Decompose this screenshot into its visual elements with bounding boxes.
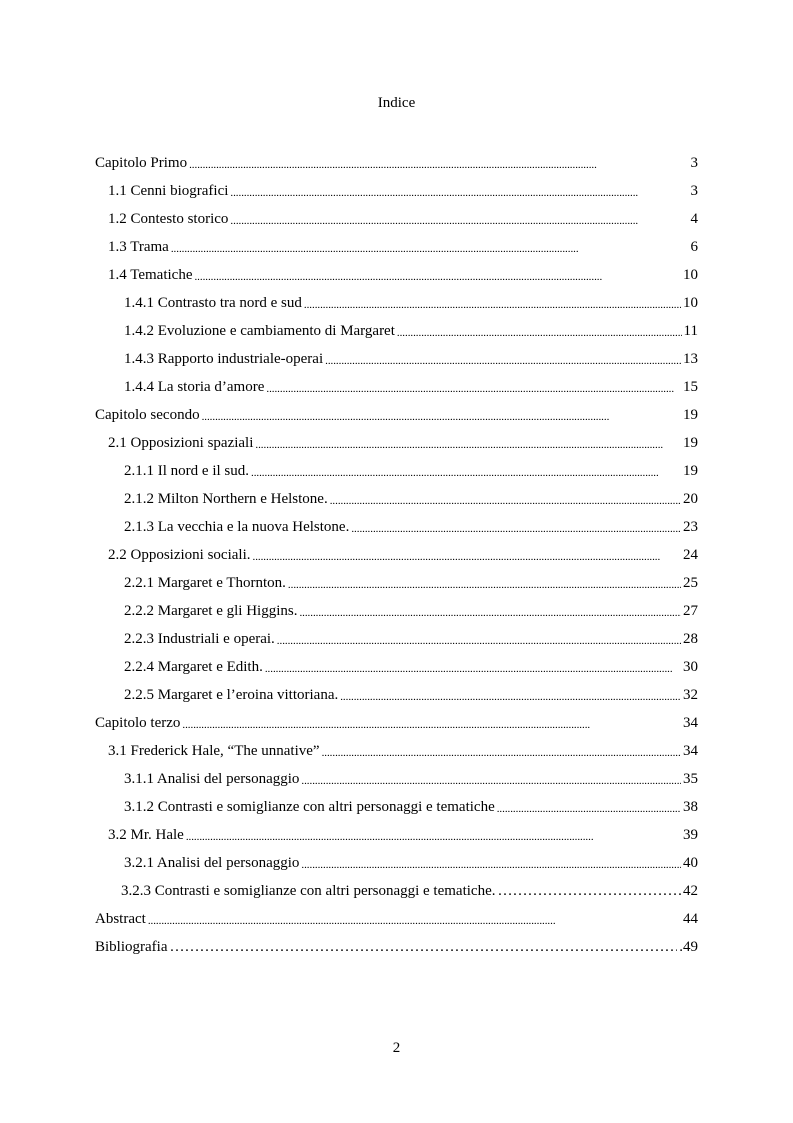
toc-entry-label: 1.4.1 Contrasto tra nord e sud	[124, 295, 302, 311]
toc-entry-label: 1.1 Cenni biografici	[108, 183, 229, 199]
toc-entry-label: 1.2 Contesto storico	[108, 211, 229, 227]
toc-entry-label: 2.2.3 Industriali e operai.	[124, 631, 275, 647]
toc-entry[interactable]	[124, 765, 698, 793]
toc-entry[interactable]	[95, 905, 698, 933]
toc-entry-label: 2.2 Opposizioni sociali.	[108, 547, 251, 563]
toc-leader-dots	[182, 712, 681, 735]
toc-entry[interactable]	[124, 289, 698, 317]
toc-entry-label: 2.1.1 Il nord e il sud.	[124, 463, 249, 479]
toc-leader-dots	[351, 516, 681, 539]
toc-entry-page: 25	[683, 575, 698, 591]
toc-entry[interactable]	[124, 793, 698, 821]
toc-entry-page: 28	[683, 631, 698, 647]
toc-entry-page: 4	[690, 211, 698, 227]
toc-leader-dots	[194, 264, 681, 287]
toc-leader-dots	[202, 404, 681, 427]
toc-entry[interactable]	[124, 597, 698, 625]
toc-leader-dots	[230, 208, 688, 231]
toc-entry-label: 1.4.2 Evoluzione e cambiamento di Margaret	[124, 323, 395, 339]
toc-entry-page: 39	[683, 827, 698, 843]
toc-entry[interactable]	[95, 401, 698, 429]
toc-entry[interactable]	[124, 569, 698, 597]
toc-entry-label: 1.4 Tematiche	[108, 267, 193, 283]
toc-entry-label: 2.2.1 Margaret e Thornton.	[124, 575, 286, 591]
toc-entry-page: 27	[683, 603, 698, 619]
toc-entry-label: 1.4.3 Rapporto industriale-operai	[124, 351, 324, 367]
toc-entry-page: 24	[683, 547, 698, 563]
toc-entry[interactable]	[108, 737, 698, 765]
toc-entry[interactable]	[124, 373, 698, 401]
toc-entry[interactable]	[108, 177, 698, 205]
toc-entry-page: 32	[683, 687, 698, 703]
toc-leader-dots	[304, 292, 681, 315]
toc-leader-dots	[265, 656, 681, 679]
table-of-contents	[0, 149, 793, 961]
toc-entry-page: 38	[683, 799, 698, 815]
toc-entry-label: 2.2.4 Margaret e Edith.	[124, 659, 263, 675]
toc-entry-page: .49	[679, 939, 698, 955]
toc-entry[interactable]	[108, 261, 698, 289]
toc-entry-label: 3.1.1 Analisi del personaggio	[124, 771, 300, 787]
toc-entry[interactable]	[124, 625, 698, 653]
toc-entry[interactable]	[108, 541, 698, 569]
toc-entry-label: 2.1.3 La vecchia e la nuova Helstone.	[124, 519, 350, 535]
toc-leader-dots	[330, 488, 681, 511]
toc-entry-label: Bibliografia	[95, 939, 168, 955]
toc-entry[interactable]	[121, 877, 698, 905]
toc-leader-dots	[288, 572, 681, 595]
toc-leader-dots	[325, 348, 681, 371]
toc-entry-label: Capitolo Primo	[95, 155, 188, 171]
toc-leader-dots	[171, 236, 689, 259]
toc-entry-page: 11	[683, 323, 698, 339]
toc-leader-dots	[186, 824, 681, 847]
toc-leader-dots	[301, 852, 681, 875]
toc-entry-label: 3.1 Frederick Hale, “The unnative”	[108, 743, 320, 759]
toc-entry[interactable]	[124, 485, 698, 513]
toc-entry[interactable]	[95, 709, 698, 737]
toc-entry-page: 19	[683, 435, 698, 451]
toc-leader-dots	[169, 937, 677, 957]
toc-entry-page: 3	[690, 155, 698, 171]
toc-leader-dots	[299, 600, 681, 623]
toc-leader-dots	[230, 180, 688, 203]
toc-entry-label: 3.2 Mr. Hale	[108, 827, 184, 843]
toc-entry-label: Capitolo secondo	[95, 407, 200, 423]
toc-leader-dots	[255, 432, 681, 455]
toc-entry-page: 19	[683, 463, 698, 479]
toc-entry-page: 34	[683, 715, 698, 731]
toc-entry-label: 2.1 Opposizioni spaziali	[108, 435, 254, 451]
toc-entry[interactable]	[124, 513, 698, 541]
toc-entry-page: 19	[683, 407, 698, 423]
toc-entry-page: 34	[683, 743, 698, 759]
toc-entry-page: 35	[683, 771, 698, 787]
toc-leader-dots	[397, 320, 682, 343]
toc-entry-label: 2.1.2 Milton Northern e Helstone.	[124, 491, 328, 507]
toc-entry-label: 3.2.1 Analisi del personaggio	[124, 855, 300, 871]
page-title: Indice	[377, 95, 416, 111]
toc-leader-dots	[266, 376, 681, 399]
toc-entry[interactable]	[108, 429, 698, 457]
toc-entry-label: 3.2.3 Contrasti e somiglianze con altri personaggi e tematiche.	[121, 883, 496, 899]
toc-entry-page: 13	[683, 351, 698, 367]
toc-entry[interactable]	[124, 681, 698, 709]
toc-entry[interactable]	[108, 233, 698, 261]
toc-entry[interactable]	[124, 653, 698, 681]
toc-entry-page: 15	[683, 379, 698, 395]
toc-leader-dots	[148, 908, 681, 931]
toc-entry-page: 44	[683, 911, 698, 927]
toc-entry-label: 2.2.2 Margaret e gli Higgins.	[124, 603, 298, 619]
page-number: 2	[392, 1040, 401, 1056]
toc-entry-page: 42	[683, 883, 698, 899]
toc-leader-dots	[251, 460, 681, 483]
toc-entry-page: 10	[683, 267, 698, 283]
toc-entry[interactable]	[95, 933, 698, 961]
toc-entry-label: Abstract	[95, 911, 146, 927]
toc-entry-page: 3	[690, 183, 698, 199]
toc-entry-page: 30	[683, 659, 698, 675]
toc-entry-page: 40	[683, 855, 698, 871]
toc-entry[interactable]	[108, 821, 698, 849]
toc-leader-dots	[277, 628, 681, 651]
toc-entry[interactable]	[108, 205, 698, 233]
toc-entry-page: 23	[683, 519, 698, 535]
toc-leader-dots	[340, 684, 681, 707]
toc-leader-dots	[322, 740, 681, 763]
toc-entry-label: 2.2.5 Margaret e l’eroina vittoriana.	[124, 687, 339, 703]
toc-leader-dots	[189, 152, 688, 175]
toc-entry[interactable]	[124, 457, 698, 485]
toc-entry[interactable]	[124, 345, 698, 373]
toc-entry-label: Capitolo terzo	[95, 715, 181, 731]
toc-entry-label: 1.4.4 La storia d’amore	[124, 379, 265, 395]
toc-entry[interactable]	[124, 849, 698, 877]
toc-entry-label: 3.1.2 Contrasti e somiglianze con altri personaggi e tematiche	[124, 799, 495, 815]
toc-entry-label: 1.3 Trama	[108, 239, 169, 255]
toc-entry[interactable]	[95, 149, 698, 177]
toc-entry[interactable]	[124, 317, 698, 345]
toc-leader-dots	[301, 768, 681, 791]
toc-entry-page: 10	[683, 295, 698, 311]
toc-leader-dots	[497, 796, 681, 819]
toc-leader-dots	[253, 544, 682, 567]
toc-entry-page: 6	[690, 239, 698, 255]
toc-leader-dots	[497, 881, 681, 901]
toc-entry-page: 20	[683, 491, 698, 507]
